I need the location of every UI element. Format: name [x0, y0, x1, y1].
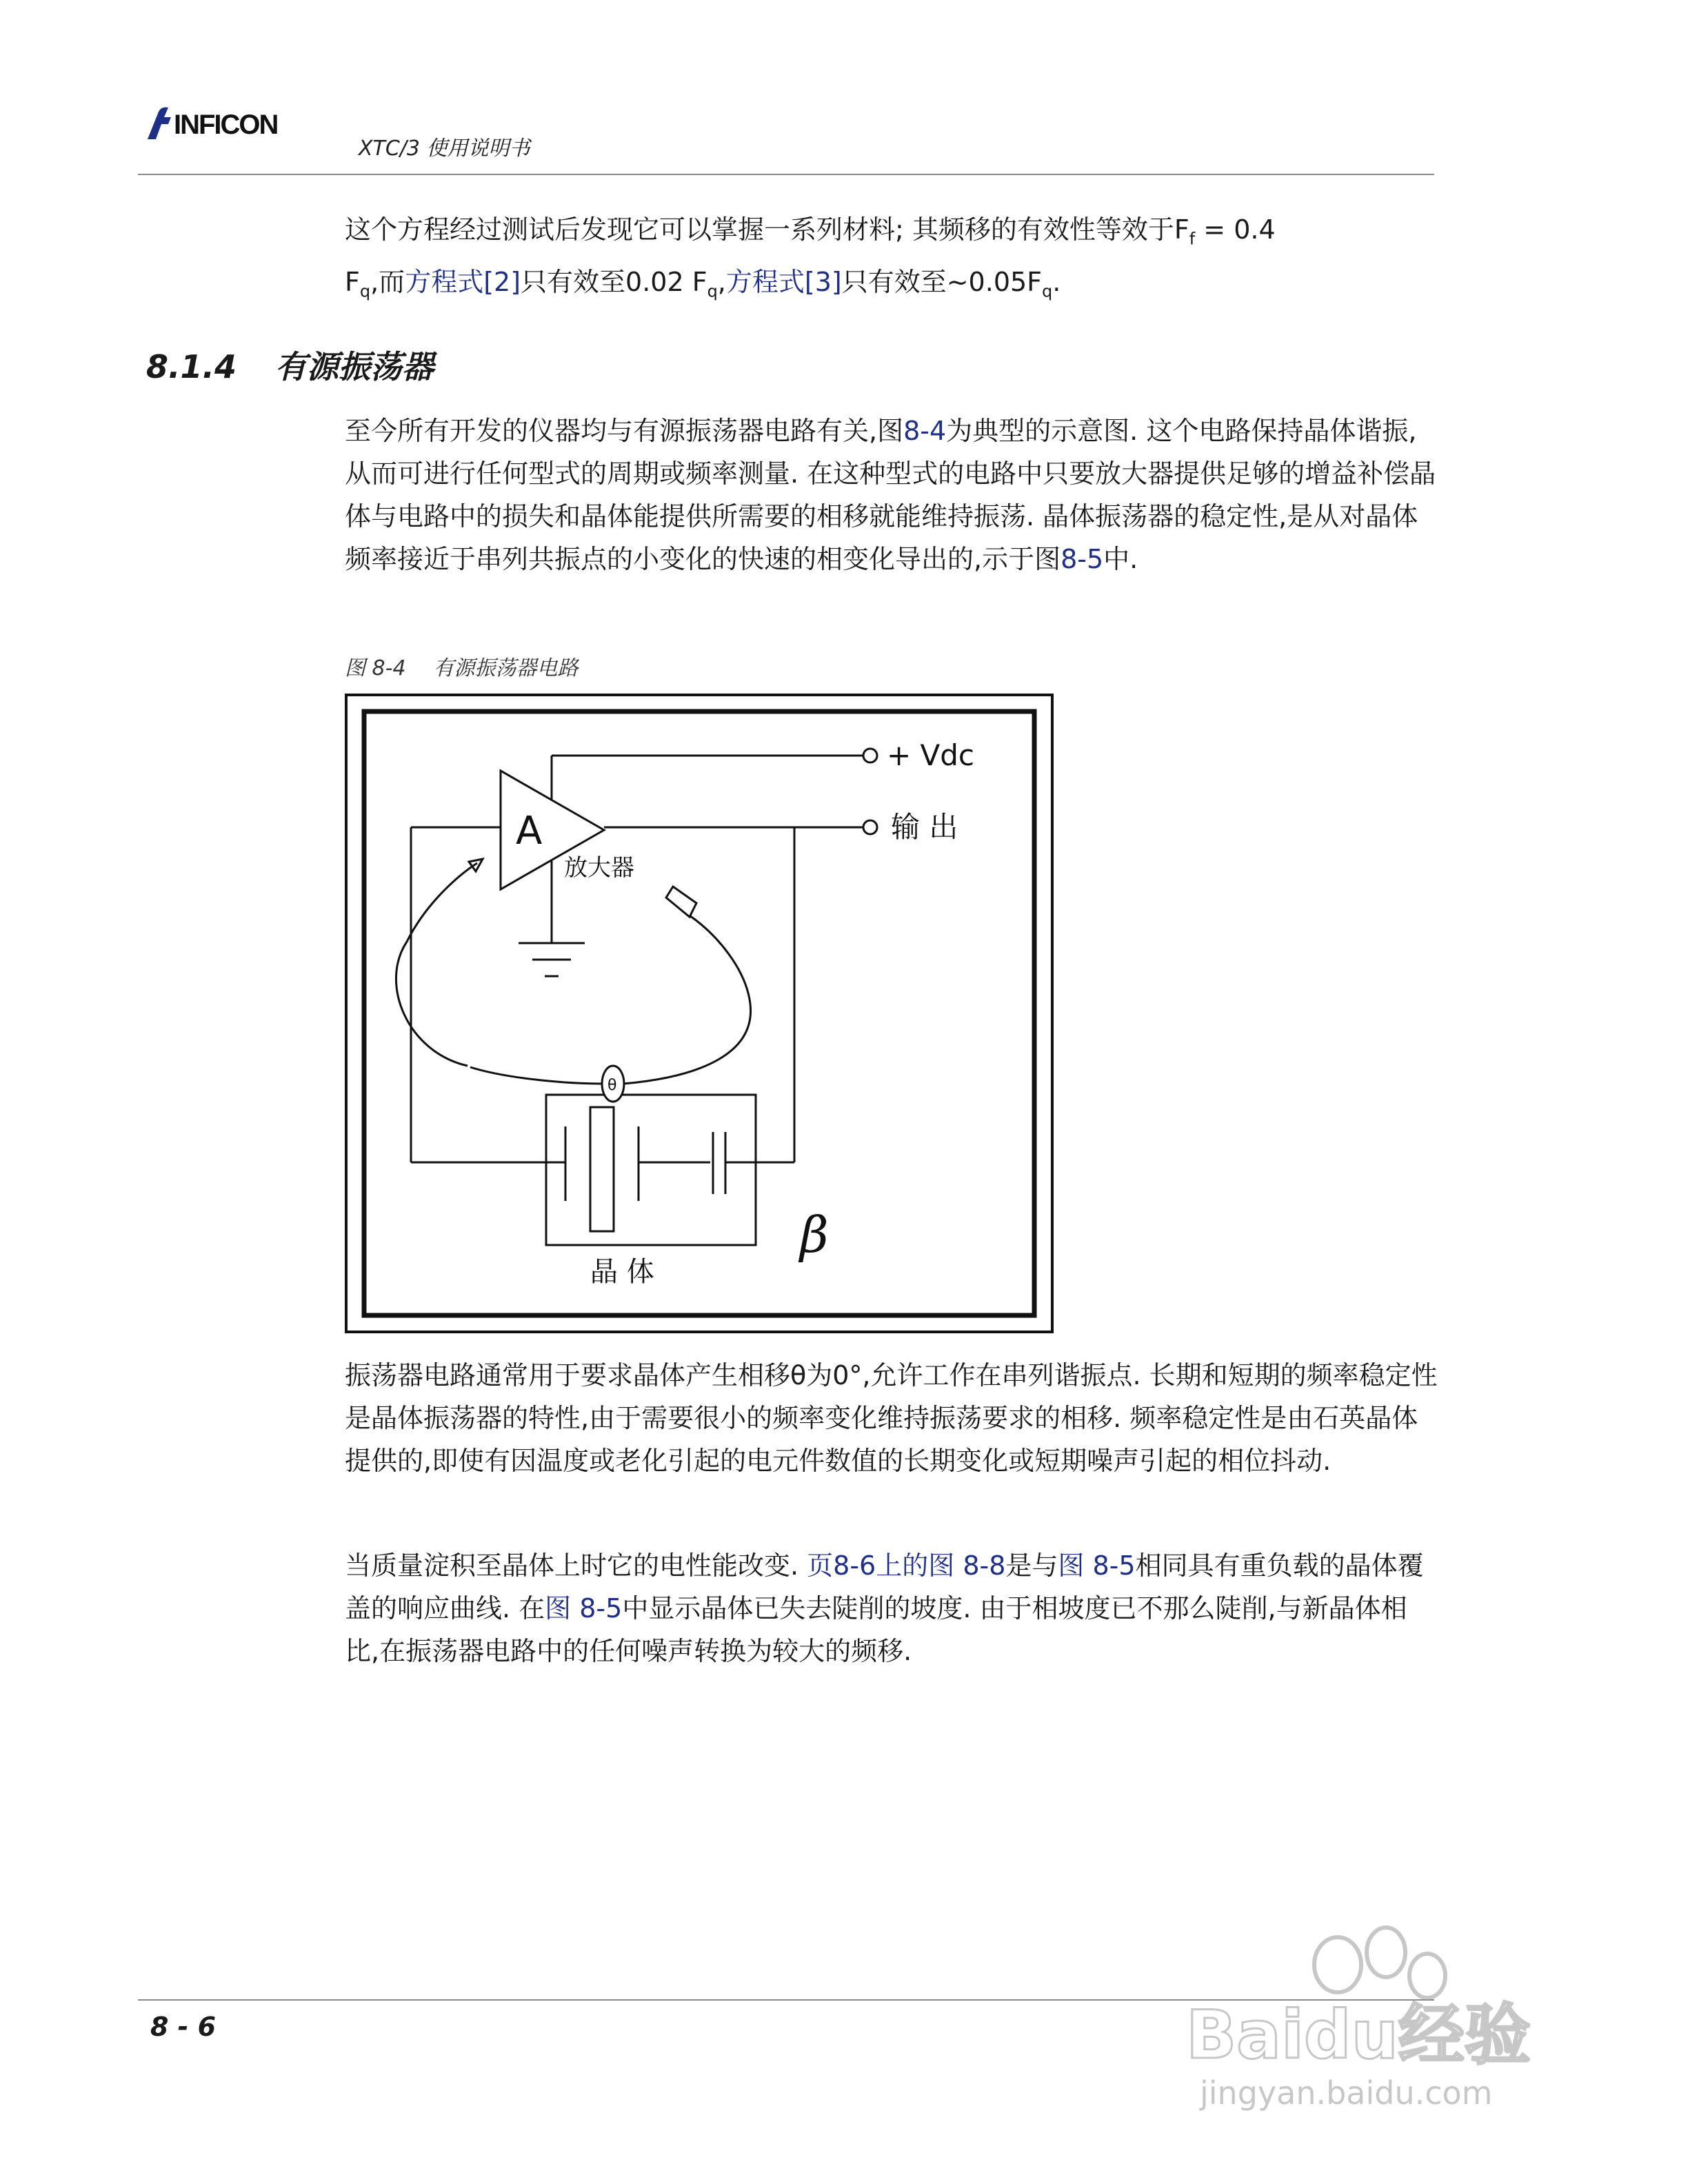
watermark-brand: Baidu经验 [1186, 1996, 1531, 2074]
intro-text: ,而 [370, 266, 405, 297]
figure-8-5-link[interactable]: 图 8-5 [545, 1593, 623, 1624]
equation-2-link[interactable]: 方程式[2] [405, 266, 521, 297]
intro-text: 只有效至~0.05F [841, 266, 1043, 297]
f-subscript: f [1189, 229, 1196, 249]
output-label: 输 出 [891, 810, 958, 844]
paragraph-frequency-stability: 振荡器电路通常用于要求晶体产生相移θ为0°,允许工作在串列谐振点. 长期和短期的频率稳定性是晶体振荡器的特性,由于需要很小的频率变化维持振荡要求的相移. 频率稳定性是由石英晶体提供的,即使有因温度或老化引起的电元件数值的长期变化或短期噪声引起的相位抖动. [345, 1360, 1438, 1476]
intro-line-1 [345, 208, 1441, 261]
header-divider [138, 174, 1434, 175]
figure-caption [345, 651, 579, 681]
intro-text: 这个方程经过测试后发现它可以掌握一系列材料; 其频移的有效性等效于F [345, 214, 1189, 245]
paragraph-mass-deposition [345, 1544, 1441, 1672]
section-number: 8.1.4 [146, 348, 237, 385]
inficon-logo-mark [143, 103, 336, 145]
vdc-terminal [863, 749, 877, 762]
phase-loop-right [623, 916, 751, 1084]
page-number: 8 - 6 [150, 2012, 217, 2042]
figure-8-8-link[interactable]: 页8-6上的图 8-8 [807, 1550, 1006, 1581]
section-heading [146, 342, 434, 387]
inner-frame [364, 711, 1034, 1315]
paragraph-text: 中显示晶体已失去陡削的坡度. 由于相坡度已不那么陡削,与新晶体相比,在振荡器电路中的任何噪声转换为较大的频移. [345, 1593, 1407, 1666]
paragraph-text: 相同具有重负载的晶体覆盖的响应曲线. 在 [345, 1550, 1424, 1624]
paragraph-active-oscillator [345, 410, 1441, 580]
q-subscript: q [707, 281, 718, 301]
section-title: 有源振荡器 [274, 348, 434, 385]
oscillator-circuit-diagram [345, 694, 1054, 1333]
circuit-svg [345, 694, 1054, 1333]
paragraph-text: 是与 [1005, 1550, 1058, 1581]
output-terminal [863, 820, 877, 834]
figure-8-5-link[interactable]: 8-5 [1061, 544, 1104, 574]
fq-symbol: F [345, 266, 360, 297]
figure-number: 图 8-4 [345, 656, 406, 680]
watermark-url: jingyan.baidu.com [1200, 2074, 1493, 2112]
crystal-enclosure [546, 1095, 756, 1245]
vdc-label: + Vdc [887, 738, 975, 772]
outer-frame [346, 695, 1052, 1332]
quartz-crystal [590, 1107, 614, 1231]
intro-text: , [717, 266, 726, 297]
baidu-paw-icon [1172, 1910, 1558, 2116]
paragraph-text: 当质量淀积至晶体上时它的电性能改变. [345, 1550, 807, 1581]
intro-value: = 0.4 [1195, 214, 1276, 245]
intro-text: 只有效至0.02 F [521, 266, 707, 297]
equation-3-link[interactable]: 方程式[3] [725, 266, 842, 297]
amplifier-symbol: A [516, 809, 543, 853]
theta-label: θ [607, 1077, 617, 1094]
figure-title: 有源振荡器电路 [433, 656, 579, 680]
q-subscript: q [359, 281, 371, 301]
document-title: XTC/3 使用说明书 [359, 136, 530, 161]
crystal-label: 晶 体 [590, 1256, 654, 1288]
intro-paragraph [345, 208, 1441, 312]
figure-8-4-link[interactable]: 8-4 [903, 416, 947, 446]
phase-loop-left [396, 863, 477, 1066]
brand-text: INFICON [174, 110, 278, 140]
intro-text: . [1052, 266, 1061, 297]
intro-line-2 [345, 261, 1441, 313]
feedback-arrow-tail [666, 887, 696, 917]
paragraph-text: 为典型的示意图. 这个电路保持晶体谐振,从而可进行任何型式的周期或频率测量. 在这种型式的电路中只要放大器提供足够的增益补偿晶体与电路中的损失和晶体能提供所需要的相移就能维持振荡. 晶体振荡器的稳定性,是从对晶体频率接近于串列共振点的小变化的快速的相变化导出的,示于图 [345, 416, 1436, 574]
beta-label: β [800, 1206, 829, 1264]
inficon-logo [143, 103, 336, 145]
figure-8-5-link[interactable]: 图 8-5 [1058, 1550, 1136, 1581]
baidu-watermark [1172, 1910, 1558, 2116]
paragraph-text: 至今所有开发的仪器均与有源振荡器电路有关,图 [345, 416, 904, 446]
q-subscript: q [1042, 281, 1053, 301]
amplifier-label: 放大器 [564, 854, 634, 882]
paragraph-text: 中. [1103, 544, 1138, 574]
